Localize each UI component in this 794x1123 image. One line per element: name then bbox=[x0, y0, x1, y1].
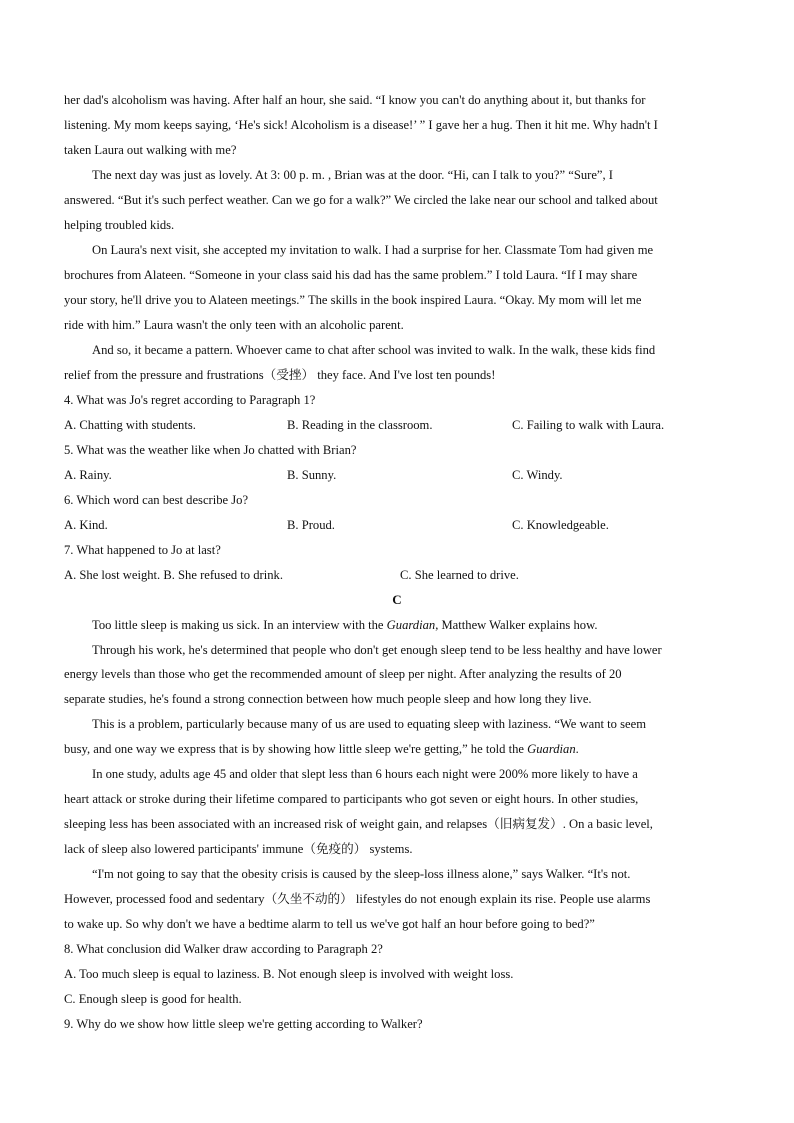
passage-c-line: lack of sleep also lowered participants' immune（免疫的） systems. bbox=[64, 842, 413, 856]
question-7-option-c[interactable]: C. She learned to drive. bbox=[400, 568, 519, 582]
passage-b-line: helping troubled kids. bbox=[64, 218, 175, 232]
question-6-option-a[interactable]: A. Kind. bbox=[64, 518, 108, 532]
passage-b-line: your story, he'll drive you to Alateen meetings.” The skills in the book inspired Laura. “Okay. My mom will let me bbox=[64, 293, 642, 307]
passage-c-line: sleeping less has been associated with an increased risk of weight gain, and relapses（旧病复发）. On a basic level, bbox=[64, 817, 653, 831]
passage-b-line: her dad's alcoholism was having. After half an hour, she said. “I know you can't do anything about it, but thanks for bbox=[64, 93, 646, 107]
section-c-heading: C bbox=[392, 592, 402, 607]
passage-c-line: energy levels than those who get the recommended amount of sleep per night. After analyzing the results of 20 bbox=[64, 667, 622, 681]
question-7-stem: 7. What happened to Jo at last? bbox=[64, 543, 221, 557]
guardian-title: Guardian bbox=[527, 742, 576, 756]
question-4-option-a[interactable]: A. Chatting with students. bbox=[64, 418, 196, 432]
passage-b-line: taken Laura out walking with me? bbox=[64, 143, 237, 157]
passage-c-line: However, processed food and sedentary（久坐不动的） lifestyles do not enough explain its rise. People use alarms bbox=[64, 892, 651, 906]
question-6-stem: 6. Which word can best describe Jo? bbox=[64, 493, 249, 507]
passage-c-p3-end-a: busy, and one way we express that is by showing how little sleep we're getting,” he told the bbox=[64, 742, 528, 756]
passage-c-line: In one study, adults age 45 and older that slept less than 6 hours each night were 200% more likely to have a bbox=[92, 767, 638, 781]
question-8-stem: 8. What conclusion did Walker draw according to Paragraph 2? bbox=[64, 942, 383, 956]
question-5-option-a[interactable]: A. Rainy. bbox=[64, 468, 112, 482]
question-8-options-ab[interactable]: A. Too much sleep is equal to laziness. B. Not enough sleep is involved with weight loss. bbox=[64, 967, 514, 981]
passage-c-line bbox=[64, 741, 579, 757]
passage-c-p3-end-b: . bbox=[575, 742, 579, 756]
passage-b-line: listening. My mom keeps saying, ‘He's sick! Alcoholism is a disease!’ ” I gave her a hug. Then it hit me. Why hadn't I bbox=[64, 118, 658, 132]
question-6-option-b[interactable]: B. Proud. bbox=[287, 518, 335, 532]
passage-b-line: ride with him.” Laura wasn't the only teen with an alcoholic parent. bbox=[64, 318, 404, 332]
passage-c-line: heart attack or stroke during their lifetime compared to participants who got seven or eight hours. In other studies, bbox=[64, 792, 639, 806]
question-6-option-c[interactable]: C. Knowledgeable. bbox=[512, 518, 609, 532]
passage-b-line: relief from the pressure and frustrations（受挫） they face. And I've lost ten pounds! bbox=[64, 368, 496, 382]
question-5-stem: 5. What was the weather like when Jo chatted with Brian? bbox=[64, 443, 357, 457]
passage-b-line: And so, it became a pattern. Whoever came to chat after school was invited to walk. In the walk, these kids find bbox=[92, 343, 656, 357]
passage-c-line: “I'm not going to say that the obesity crisis is caused by the sleep-loss illness alone,” says Walker. “It's not. bbox=[92, 867, 631, 881]
question-5-option-b[interactable]: B. Sunny. bbox=[287, 468, 337, 482]
passage-c-line: to wake up. So why don't we have a bedtime alarm to tell us we've got half an hour before going to bed?” bbox=[64, 917, 595, 931]
question-4-option-b[interactable]: B. Reading in the classroom. bbox=[287, 418, 433, 432]
question-4-stem: 4. What was Jo's regret according to Paragraph 1? bbox=[64, 393, 316, 407]
guardian-title: Guardian bbox=[386, 618, 436, 632]
passage-b-line: answered. “But it's such perfect weather. Can we go for a walk?” We circled the lake near our school and talked about bbox=[64, 193, 658, 207]
question-4-option-c[interactable]: C. Failing to walk with Laura. bbox=[512, 418, 665, 432]
question-8-option-c[interactable]: C. Enough sleep is good for health. bbox=[64, 992, 242, 1006]
passage-c-line: separate studies, he's found a strong connection between how much people sleep and how long they live. bbox=[64, 692, 592, 706]
passage-c-p1-text-a: Too little sleep is making us sick. In an interview with the bbox=[92, 618, 387, 632]
passage-c-line: This is a problem, particularly because many of us are used to equating sleep with laziness. “We want to seem bbox=[92, 717, 646, 731]
question-9-stem: 9. Why do we show how little sleep we're getting according to Walker? bbox=[64, 1017, 423, 1031]
passage-b-line: brochures from Alateen. “Someone in your class said his dad has the same problem.” I told Laura. “If I may share bbox=[64, 268, 638, 282]
passage-c-paragraph-1 bbox=[92, 617, 598, 633]
passage-c-line: Through his work, he's determined that people who don't get enough sleep tend to be less healthy and have lower bbox=[92, 643, 662, 657]
question-7-options-ab[interactable]: A. She lost weight. B. She refused to drink. bbox=[64, 568, 283, 582]
question-5-option-c[interactable]: C. Windy. bbox=[512, 468, 563, 482]
passage-b-line: The next day was just as lovely. At 3: 00 p. m. , Brian was at the door. “Hi, can I talk to you?” “Sure”, I bbox=[92, 168, 613, 182]
passage-c-p1-text-b: , Matthew Walker explains how. bbox=[435, 618, 598, 632]
passage-b-line: On Laura's next visit, she accepted my invitation to walk. I had a surprise for her. Classmate Tom had given me bbox=[92, 243, 654, 257]
